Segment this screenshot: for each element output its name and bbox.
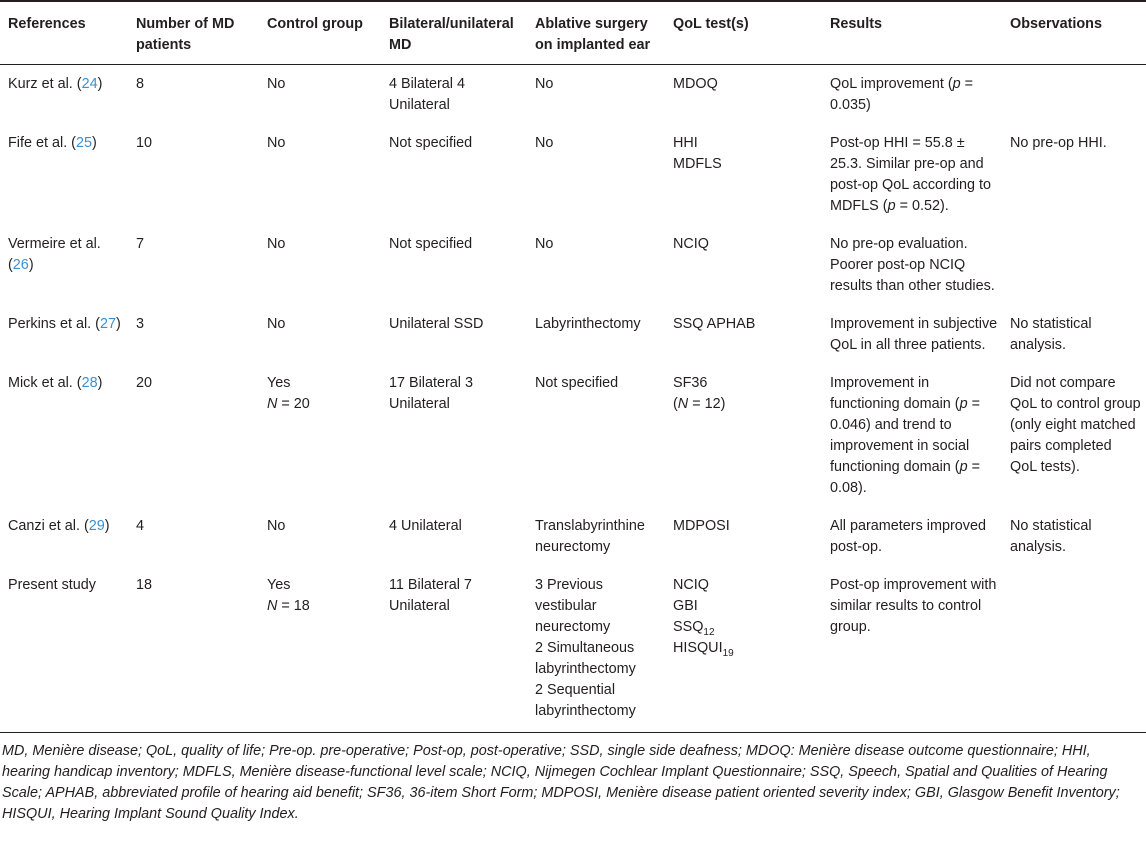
ablative-cell [527,507,665,566]
results-p-symbol: p [952,76,961,92]
bilateral-cell: Not specified [389,135,473,151]
ablative-line: No [535,76,554,92]
ablative-line: 3 Previous vestibular neurectomy [535,577,611,635]
control-cell [259,65,381,125]
table-footnote: MD, Menière disease; QoL, quality of life; Pre-op. pre-operative; Post-op, post-operative; SSD, single side deafness; MDOQ: Menière disease outcome questionnaire; HHI, hearing handicap inventory; MDFLS, Menière disease-functional level scale; NCIQ, Nijmegen Cochlear Implant Questionnaire; SSQ, Speech, Spatial and Qualities of Hearing Scale; APHAB, abbreviated profile of hearing aid benefit; SF36, 36-item Short Form; MDPOSI, Menière disease patient oriented severity index; GBI, Glasgow Benefit Inventory; HISQUI, Hearing Implant Sound Quality Index. [2,743,1120,822]
bilateral-cell: 17 Bilateral 3 Unilateral [389,375,473,412]
reference-author: Present study [8,577,96,593]
qol-test-cell [665,305,822,364]
citation-number: 29 [88,518,105,534]
header-results: Results [822,1,1002,65]
reference-close: ) [116,316,121,332]
qol-test-line: SF36 [673,375,708,391]
results-cell [822,225,1002,305]
control-line: No [267,135,286,151]
qol-test-cell [665,124,822,225]
results-text: Post-op improvement with similar results to control group. [830,577,997,635]
ablative-line: No [535,236,554,252]
results-text: Improvement in subjective QoL in all three patients. [830,316,998,353]
ablative-cell [527,124,665,225]
control-line: No [267,518,286,534]
observations-cell: Did not compare QoL to control group (only eight matched pairs completed QoL tests). [1010,375,1141,475]
ablative-cell [527,364,665,507]
reference-author: Mick et al. ( [8,375,82,391]
reference-cell [0,364,128,507]
qol-test-line: (N = 12) [673,396,726,412]
ablative-line: Not specified [535,375,619,391]
results-text: All parameters improved post-op. [830,518,986,555]
bilateral-cell: Unilateral SSD [389,316,484,332]
patients-cell: 20 [136,375,153,391]
patients-cell: 3 [136,316,145,332]
table-header-row [0,1,1146,65]
control-line: No [267,236,286,252]
bilateral-cell: 4 Bilateral 4 Unilateral [389,76,465,113]
patients-cell: 8 [136,76,145,92]
table-row [0,225,1146,305]
qol-test-line: NCIQ [673,577,709,593]
qol-test-line: $HISQUI_{19}$ [673,640,734,659]
control-cell [259,124,381,225]
table-row [0,124,1146,225]
citation-number: 24 [81,76,98,92]
results-cell [822,507,1002,566]
patients-cell: 18 [128,566,259,733]
results-text: Improvement in functioning domain (p = 0.046) and trend to improvement in social functioning domain ( [830,375,981,475]
results-cell [822,124,1002,225]
ablative-line: 2 Sequential labyrinthectomy [535,682,636,719]
observations-cell: No statistical analysis. [1010,316,1092,353]
ablative-cell [527,225,665,305]
results-text: Post-op HHI = 55.8 ± 25.3. Similar pre-op and post-op QoL according to MDFLS ( [830,135,992,214]
observations-cell: No statistical analysis. [1010,518,1092,555]
reference-close: ) [104,518,110,534]
results-text: QoL improvement ( [830,76,953,92]
header-number-of-patients: Number of MD patients [128,1,259,65]
table-row [0,305,1146,364]
qol-test-line: MDPOSI [673,518,730,534]
control-cell [259,507,381,566]
qol-test-line: HHI [673,135,698,151]
reference-close: ) [28,257,34,273]
qol-test-line: MDOQ [673,76,718,92]
patients-cell: 10 [136,135,153,151]
results-p-symbol: p [887,198,896,214]
header-control-group: Control group [259,1,381,65]
results-value: = 0.035) [830,76,974,113]
control-cell [259,305,381,364]
qol-test-cell [665,566,822,733]
results-value: = 0.08). [830,459,981,496]
results-text: No pre-op evaluation. Poorer post-op NCIQ results than other studies. [830,236,995,294]
header-references: References [0,1,128,65]
control-line: No [267,316,286,332]
patients-cell: 7 [136,236,145,252]
table-row [0,566,1146,733]
observations-cell: No pre-op HHI. [1010,135,1107,151]
qol-test-line: MDFLS [673,156,722,172]
qol-test-line: $SSQ_{12}$ [673,619,715,638]
ablative-cell [527,566,665,733]
ablative-line: Labyrinthectomy [535,316,641,332]
qol-test-cell [665,225,822,305]
results-cell [822,364,1002,507]
reference-cell [0,507,128,566]
reference-author: Perkins et al. ( [8,316,100,332]
header-bilateral-unilateral: Bilateral/unilateral MD [381,1,527,65]
reference-author: Vermeire et al. ( [8,236,101,273]
qol-test-line: NCIQ [673,236,709,252]
reference-close: ) [97,76,103,92]
reference-cell [0,225,128,305]
results-cell [822,566,1002,733]
ablative-cell [527,305,665,364]
patients-cell: 4 [136,518,145,534]
qol-test-line: GBI [673,598,698,614]
control-line: Yes [267,577,291,593]
control-cell [259,364,381,507]
control-cell [259,566,381,733]
ablative-line: Translabyrinthine neurectomy [535,518,645,555]
reference-close: ) [92,135,97,151]
citation-number: 25 [75,135,92,151]
results-cell [822,305,1002,364]
ablative-line: 2 Simultaneous labyrinthectomy [535,640,636,677]
ablative-cell [527,65,665,125]
table-row [0,65,1146,125]
observations-cell [1002,225,1146,305]
ablative-line: No [535,135,554,151]
header-qol-tests: QoL test(s) [665,1,822,65]
observations-cell [1002,65,1146,125]
table-row [0,507,1146,566]
reference-cell [0,124,128,225]
results-value: = 0.52). [895,198,949,214]
qol-test-cell [665,65,822,125]
reference-close: ) [97,375,103,391]
reference-cell [0,65,128,125]
control-line: N = 20 [267,396,310,412]
qol-test-cell [665,364,822,507]
reference-author: Kurz et al. ( [8,76,82,92]
results-p-symbol: p [959,459,968,475]
reference-cell [0,566,128,733]
bilateral-cell: 4 Unilateral [389,518,462,534]
qol-test-line: SSQ APHAB [673,316,756,332]
control-cell [259,225,381,305]
reference-cell [0,305,128,364]
table-body [0,65,1146,733]
results-cell [822,65,1002,125]
bilateral-cell: Not specified [389,236,473,252]
table-row [0,364,1146,507]
header-ablative-surgery: Ablative surgery on implanted ear [527,1,665,65]
control-line: Yes [267,375,291,391]
citation-number: 26 [12,257,29,273]
reference-author: Canzi et al. ( [8,518,89,534]
control-line: N = 18 [267,598,310,614]
header-observations: Observations [1002,1,1146,65]
observations-cell [1002,566,1146,733]
bilateral-cell: 11 Bilateral 7 Unilateral [381,566,527,733]
control-line: No [267,76,286,92]
citation-number: 27 [99,316,116,332]
qol-test-cell [665,507,822,566]
reference-author: Fife et al. ( [8,135,76,151]
citation-number: 28 [81,375,98,391]
